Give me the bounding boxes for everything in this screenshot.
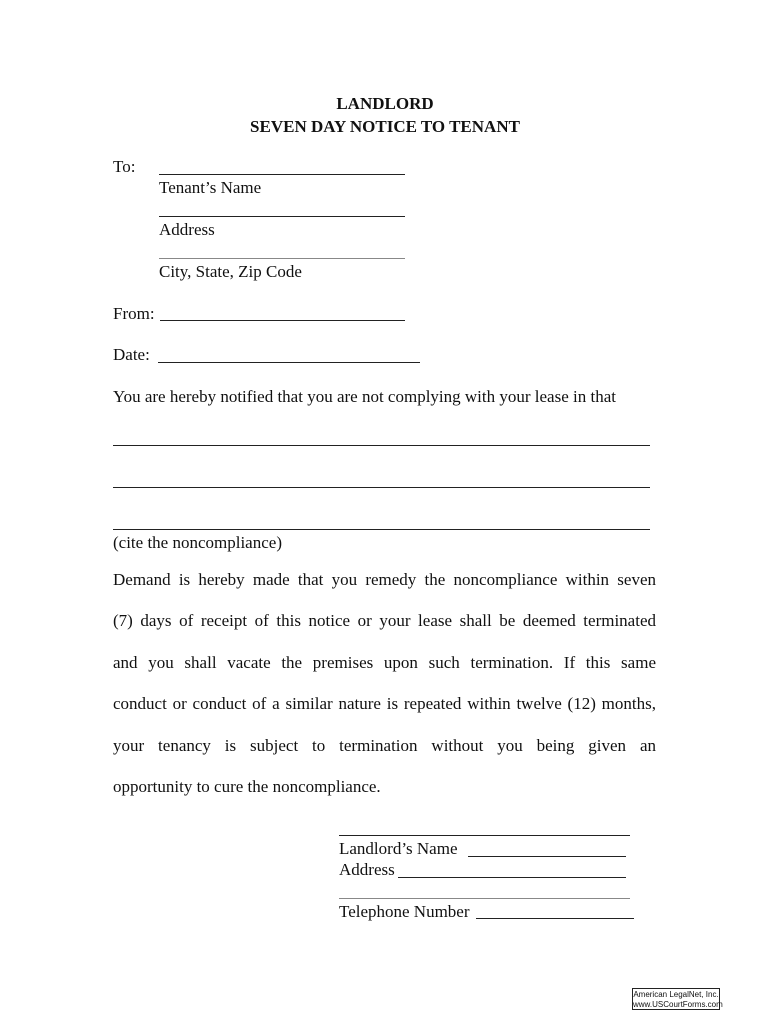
city-state-zip-field[interactable] bbox=[159, 258, 405, 259]
cite-caption: (cite the noncompliance) bbox=[113, 533, 282, 552]
landlord-address-field[interactable] bbox=[398, 877, 626, 878]
footer-line-2: www.USCourtForms.com bbox=[633, 1000, 723, 1009]
from-label: From: bbox=[113, 304, 155, 323]
tenant-name-caption: Tenant’s Name bbox=[159, 178, 262, 197]
city-state-zip-caption: City, State, Zip Code bbox=[159, 262, 302, 281]
tenant-name-field[interactable] bbox=[159, 174, 405, 175]
telephone-label: Telephone Number bbox=[339, 902, 470, 921]
telephone-field[interactable] bbox=[476, 918, 634, 919]
title-line-1: LANDLORD bbox=[336, 94, 434, 113]
demand-line: your tenancy is subject to termination without you being given an bbox=[113, 736, 656, 755]
from-field[interactable] bbox=[160, 320, 405, 321]
title-line-2: SEVEN DAY NOTICE TO TENANT bbox=[250, 117, 520, 136]
demand-line: opportunity to cure the noncompliance. bbox=[113, 777, 381, 796]
footer-line-1: American LegalNet, Inc. bbox=[633, 990, 719, 999]
noncompliance-line-2[interactable] bbox=[113, 487, 650, 488]
date-field[interactable] bbox=[158, 362, 420, 363]
notice-intro: You are hereby notified that you are not complying with your lease in that bbox=[113, 387, 616, 406]
noncompliance-line-3[interactable] bbox=[113, 529, 650, 530]
to-label: To: bbox=[113, 157, 136, 176]
demand-line: (7) days of receipt of this notice or your lease shall be deemed terminated bbox=[113, 611, 656, 630]
demand-line: conduct or conduct of a similar nature is repeated within twelve (12) months, bbox=[113, 694, 656, 713]
signature-line[interactable] bbox=[339, 835, 630, 836]
landlord-address-line-2[interactable] bbox=[339, 898, 630, 899]
landlord-address-label: Address bbox=[339, 860, 395, 879]
address-caption: Address bbox=[159, 220, 215, 239]
date-label: Date: bbox=[113, 345, 150, 364]
demand-line: and you shall vacate the premises upon such termination. If this same bbox=[113, 653, 656, 672]
landlord-name-field[interactable] bbox=[468, 856, 626, 857]
demand-line: Demand is hereby made that you remedy the noncompliance within seven bbox=[113, 570, 656, 589]
landlord-name-label: Landlord’s Name bbox=[339, 839, 458, 858]
noncompliance-line-1[interactable] bbox=[113, 445, 650, 446]
publisher-footer bbox=[632, 988, 723, 1010]
address-field[interactable] bbox=[159, 216, 405, 217]
